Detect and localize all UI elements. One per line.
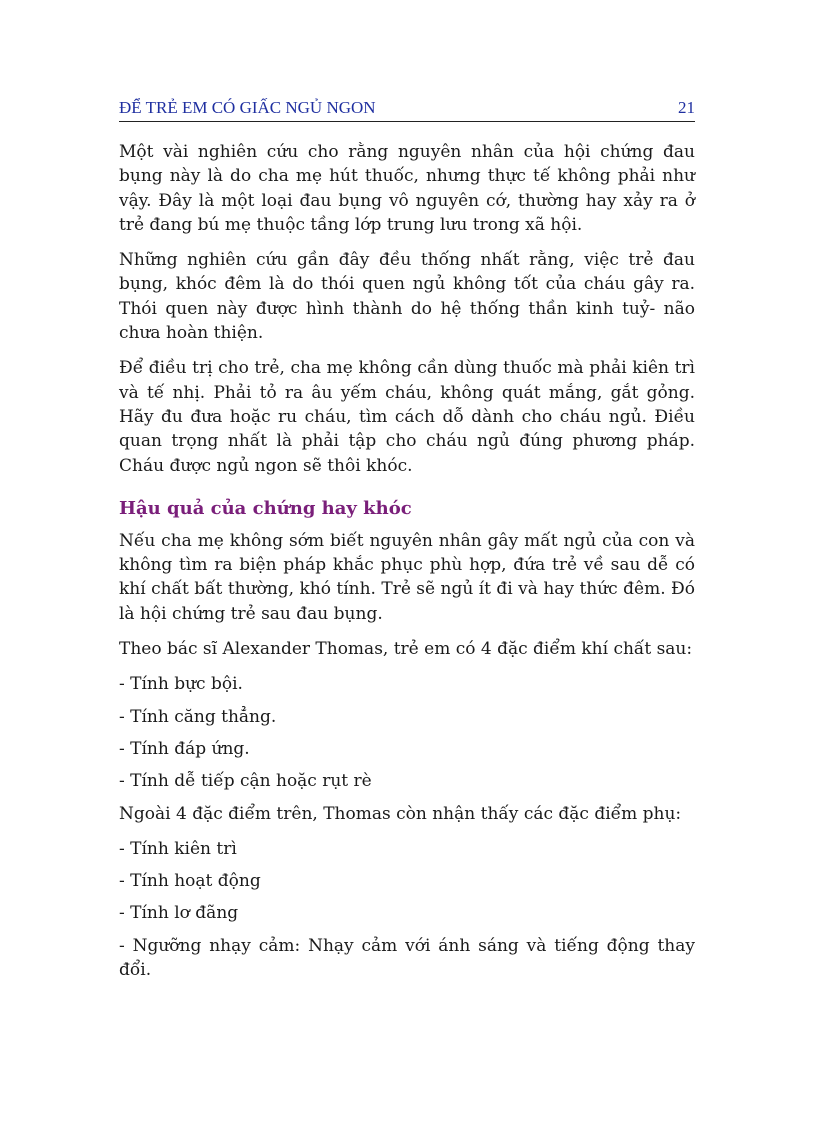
section-heading: Hậu quả của chứng hay khóc [119,497,412,519]
book-page [119,98,695,990]
list-item: - Tính bực bội. [119,674,243,695]
list-item: - Tính dễ tiếp cận hoặc rụt rè [119,771,372,792]
chapter-title: ĐỂ TRẺ EM CÓ GIẤC NGỦ NGON [119,98,376,117]
paragraph: Những nghiên cứu gần đây đều thống nhất rằng, việc trẻ đau bụng, khóc đêm là do thói quen ngủ không tốt của cháu gây ra. Thói quen này được hình thành do hệ thống thần kinh tuỷ- não chưa hoàn thiện. [119,250,695,344]
list-item: - Tính lơ đãng [119,903,239,924]
list-item: - Tính căng thẳng. [119,706,277,727]
list-item: - Tính hoạt động [119,871,261,892]
paragraph: Theo bác sĩ Alexander Thomas, trẻ em có 4 đặc điểm khí chất sau: [119,639,693,660]
paragraph: Ngoài 4 đặc điểm trên, Thomas còn nhận thấy các đặc điểm phụ: [119,803,682,824]
page-number: 21 [678,98,695,117]
page-content [119,140,695,982]
list-item: - Tính đáp ứng. [119,738,250,759]
paragraph: Một vài nghiên cứu cho rằng nguyên nhân của hội chứng đau bụng này là do cha mẹ hút thuốc, nhưng thực tế không phải như vậy. Đây là một loại đau bụng vô nguyên cớ, thường hay xảy ra ở trẻ đang bú mẹ thuộc tầng lớp trung lưu trong xã hội. [119,142,695,235]
list-item: - Tính kiên trì [119,838,237,859]
running-header [119,98,695,122]
list-item: - Ngưỡng nhạy cảm: Nhạy cảm với ánh sáng và tiếng động thay đổi. [119,935,695,981]
paragraph: Để điều trị cho trẻ, cha mẹ không cần dùng thuốc mà phải kiên trì và tế nhị. Phải tỏ ra âu yếm cháu, không quát mắng, gắt gỏng. Hãy đu đưa hoặc ru cháu, tìm cách dỗ dành cho cháu ngủ. Điều quan trọng nhất là phải tập cho cháu ngủ đúng phương pháp. Cháu được ngủ ngon sẽ thôi khóc. [119,358,695,476]
paragraph: Nếu cha mẹ không sớm biết nguyên nhân gây mất ngủ của con và không tìm ra biện pháp khắc phục phù hợp, đứa trẻ về sau dễ có khí chất bất thường, khó tính. Trẻ sẽ ngủ ít đi và hay thức đêm. Đó là hội chứng trẻ sau đau bụng. [119,530,695,624]
